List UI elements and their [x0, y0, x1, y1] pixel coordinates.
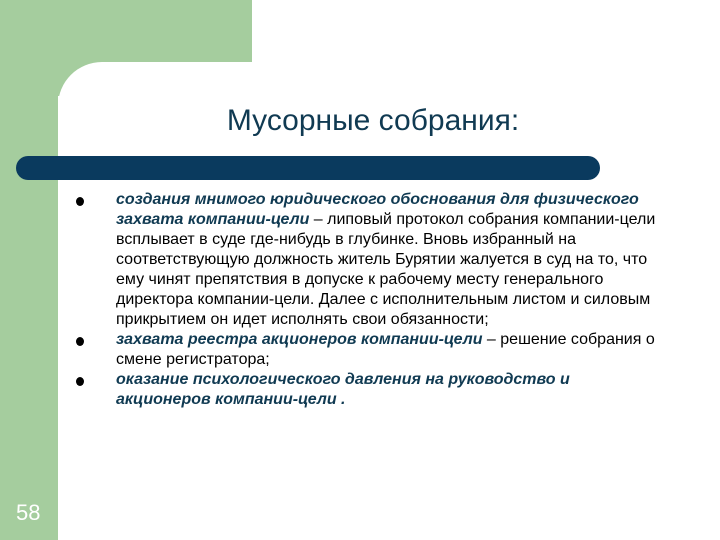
bullet-item-3 [68, 370, 668, 410]
bullet-dot-icon [76, 377, 84, 386]
bullet-text: – решение собрания о смене регистратора; [116, 331, 655, 368]
bullet-text: – липовый протокол собрания компании-цели всплывает в суде где-нибудь в глубинке. Вновь избранный на соответствующую должность житель Бурятии жалуется в суд на то, что ему чинят препятствия в допуске к рабочему месту генерального директора компании-цели. Далее с исполнительным листом и силовым прикрытием он идет исполнять свои обязанности; [116, 211, 656, 328]
slide-title: Мусорные собрания: [226, 104, 520, 137]
bullet-emphasis: оказание психологического давления на руководство и акционеров компании-цели . [116, 371, 570, 408]
bullet-list [68, 190, 668, 410]
page-number: 58 [16, 500, 41, 525]
bullet-item-1 [68, 190, 668, 330]
bullet-emphasis: создания мнимого юридического обоснования для физического захвата компании-цели [116, 191, 639, 228]
bullet-item-2 [68, 330, 668, 370]
bullet-dot-icon [76, 337, 84, 346]
bullet-dot-icon [76, 197, 84, 206]
title-divider-bar [16, 156, 600, 180]
bullet-emphasis: захвата реестра акционеров компании-цели [116, 331, 483, 348]
